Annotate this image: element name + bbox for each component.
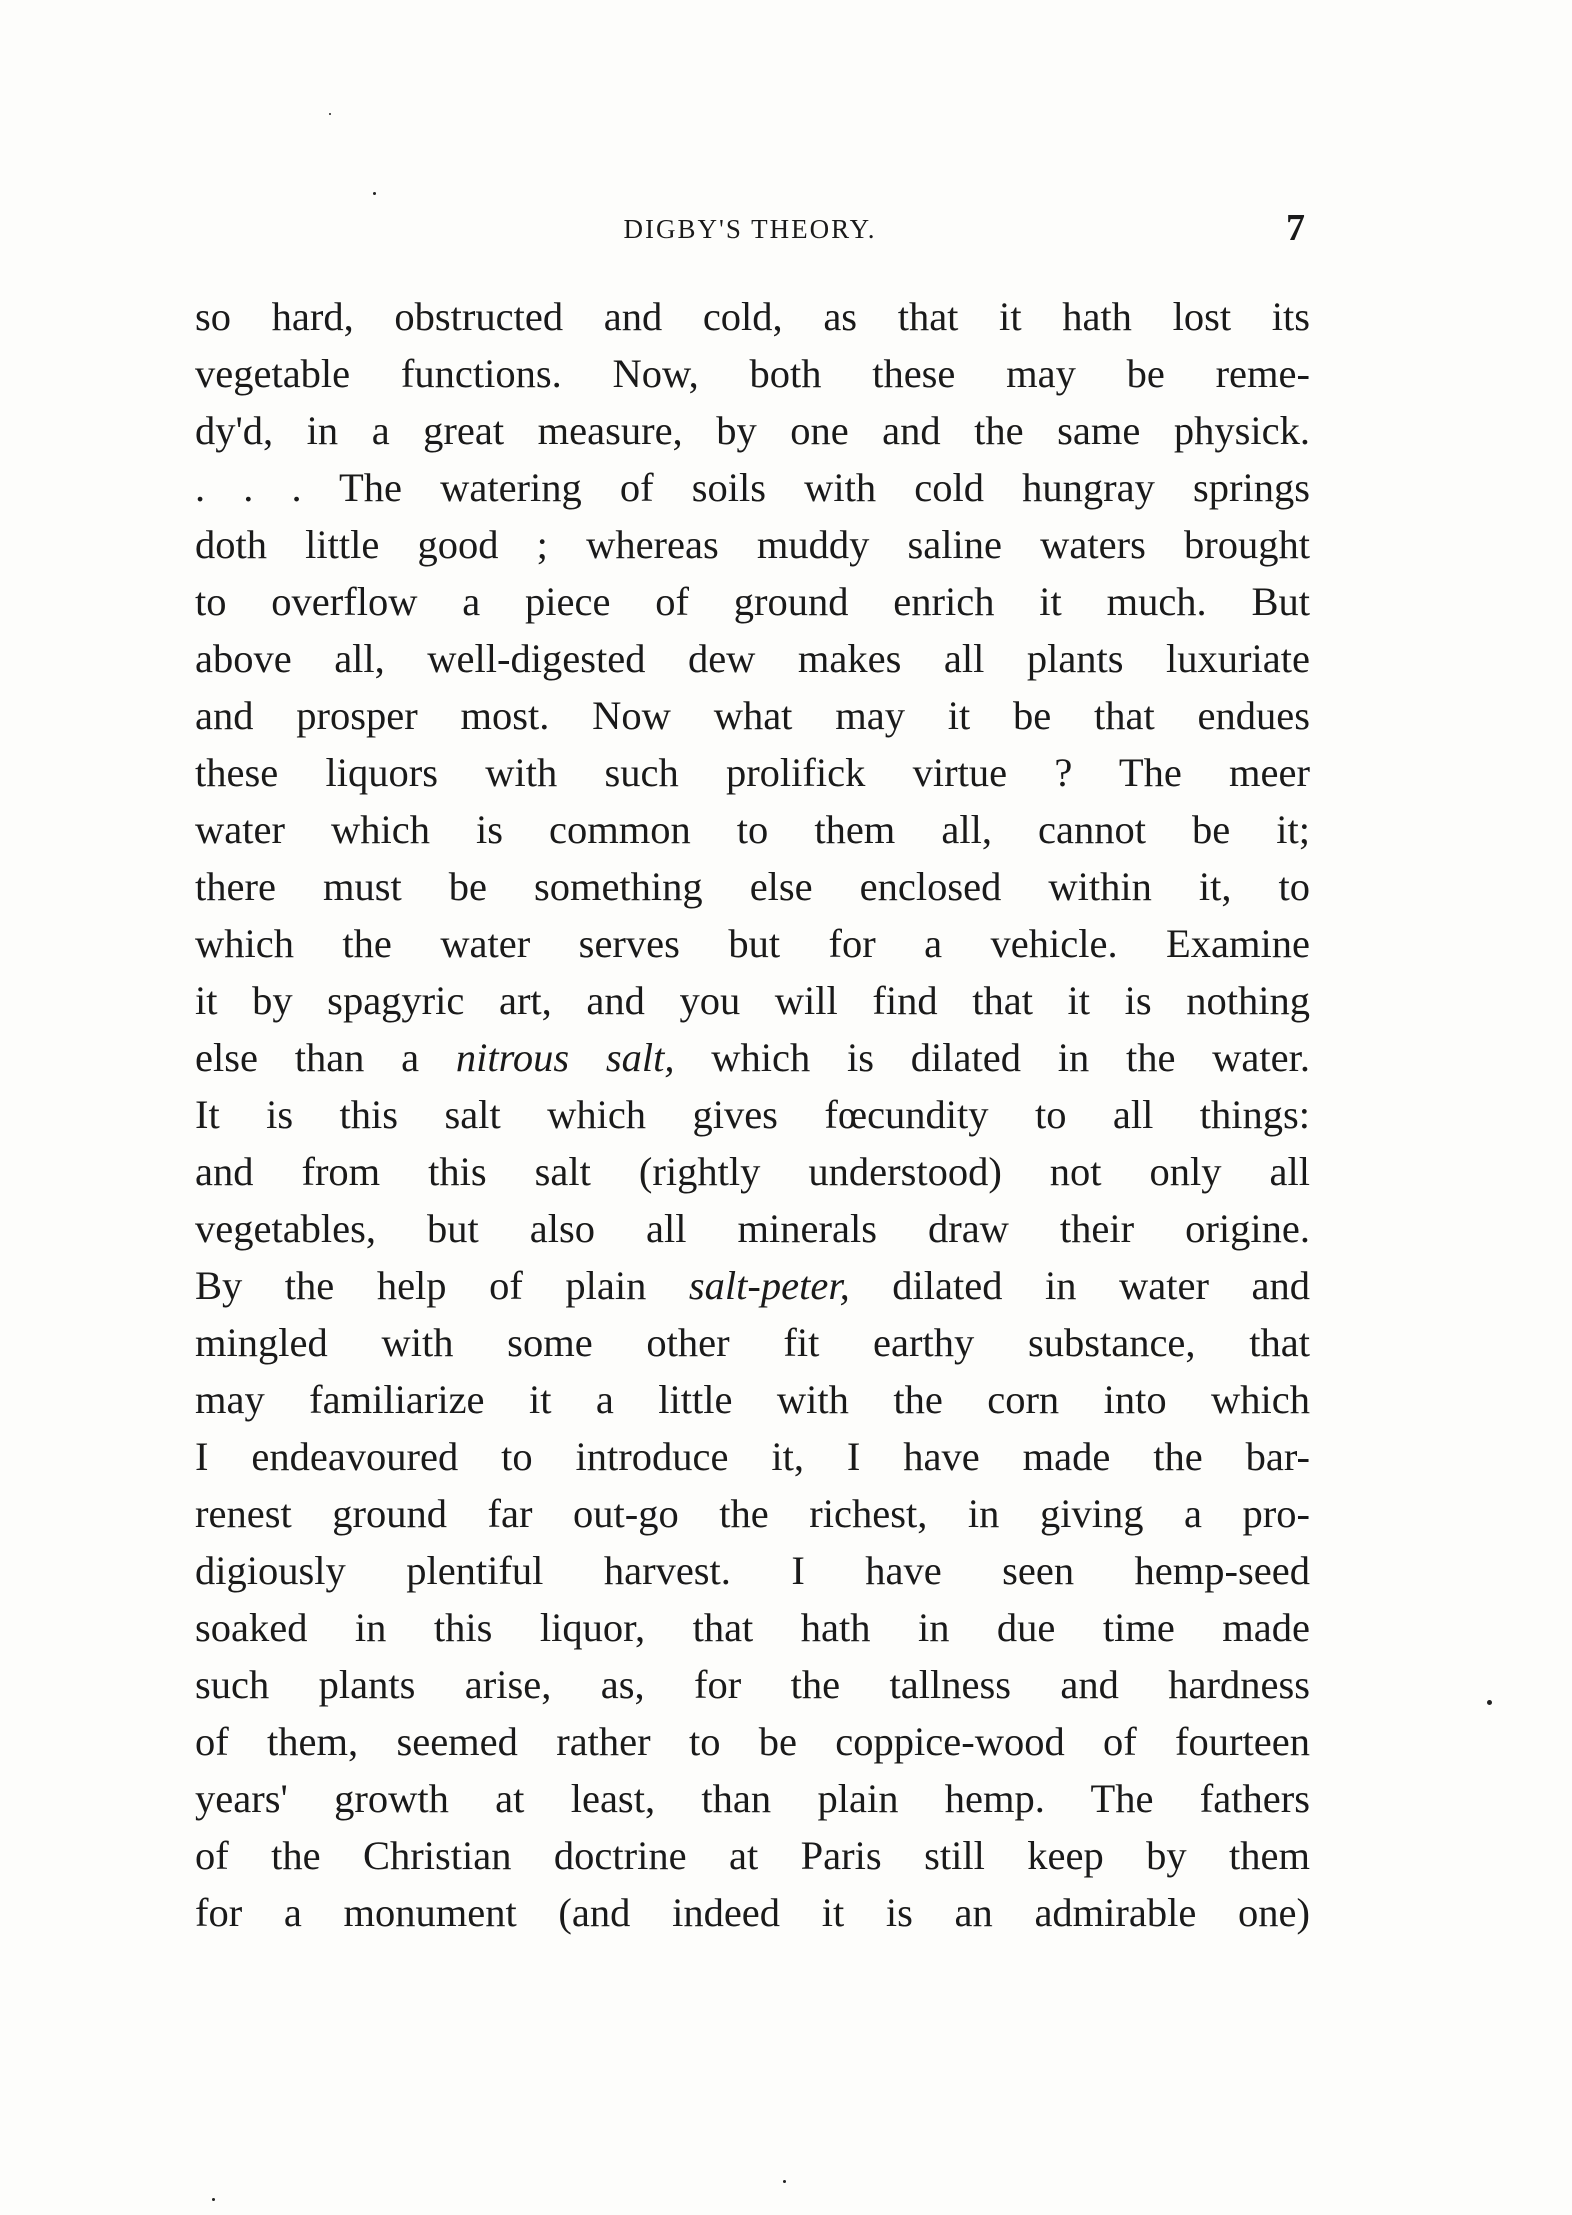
text-span: these liquors with such prolifick virtue ? The meer xyxy=(195,750,1310,795)
italic-span: nitrous salt, xyxy=(455,1035,675,1080)
scan-speck xyxy=(212,2198,215,2201)
text-span: It is this salt which gives fœcundity to all things: xyxy=(195,1092,1310,1137)
scan-speck xyxy=(373,192,376,195)
text-span: of the Christian doctrine at Paris still keep by them xyxy=(195,1833,1310,1878)
text-span: soaked in this liquor, that hath in due time made xyxy=(195,1605,1310,1650)
text-span: renest ground far out-go the richest, in giving a pro- xyxy=(195,1491,1310,1536)
scan-speck xyxy=(1487,1700,1492,1705)
text-span: may familiarize it a little with the corn into which xyxy=(195,1377,1310,1422)
text-span: such plants arise, as, for the tallness and hardness xyxy=(195,1662,1310,1707)
text-span: dilated in water and xyxy=(849,1263,1310,1308)
text-span: above all, well-digested dew makes all plants luxuriate xyxy=(195,636,1310,681)
scan-speck xyxy=(329,113,331,115)
text-line xyxy=(195,1257,1310,1314)
text-line xyxy=(195,1200,1310,1257)
text-span: dy'd, in a great measure, by one and the same physick. xyxy=(195,408,1310,453)
text-line xyxy=(195,1827,1310,1884)
text-line xyxy=(195,1884,1310,1941)
text-span: By the help of plain xyxy=(195,1263,689,1308)
text-span: vegetables, but also all minerals draw their origine. xyxy=(195,1206,1310,1251)
text-line xyxy=(195,801,1310,858)
text-line xyxy=(195,1599,1310,1656)
text-span: of them, seemed rather to be coppice-wood of fourteen xyxy=(195,1719,1310,1764)
text-line xyxy=(195,915,1310,972)
text-line xyxy=(195,630,1310,687)
text-span: which is dilated in the water. xyxy=(674,1035,1310,1080)
text-line xyxy=(195,1086,1310,1143)
text-line xyxy=(195,345,1310,402)
text-span: water which is common to them all, cannot be it; xyxy=(195,807,1310,852)
text-line xyxy=(195,402,1310,459)
text-line xyxy=(195,858,1310,915)
text-line xyxy=(195,1770,1310,1827)
text-span: it by spagyric art, and you will find that it is nothing xyxy=(195,978,1310,1023)
text-line xyxy=(195,1485,1310,1542)
text-line xyxy=(195,687,1310,744)
text-span: years' growth at least, than plain hemp. The fathers xyxy=(195,1776,1310,1821)
text-line xyxy=(195,1314,1310,1371)
text-line xyxy=(195,1371,1310,1428)
text-span: for a monument (and indeed it is an admirable one) xyxy=(195,1890,1310,1935)
page-number: 7 xyxy=(1286,207,1305,249)
running-title: DIGBY'S THEORY. xyxy=(623,214,877,244)
text-line xyxy=(195,459,1310,516)
text-span: to overflow a piece of ground enrich it much. But xyxy=(195,579,1310,624)
text-line xyxy=(195,1713,1310,1770)
text-span: there must be something else enclosed within it, to xyxy=(195,864,1310,909)
text-span: . . . The watering of soils with cold hungray springs xyxy=(195,465,1310,510)
text-line xyxy=(195,516,1310,573)
text-span: which the water serves but for a vehicle. Examine xyxy=(195,921,1310,966)
body-text xyxy=(195,288,1310,1941)
text-span: so hard, obstructed and cold, as that it hath lost its xyxy=(195,294,1310,339)
text-line xyxy=(195,1542,1310,1599)
text-span: and prosper most. Now what may it be that endues xyxy=(195,693,1310,738)
text-span: I endeavoured to introduce it, I have made the bar- xyxy=(195,1434,1310,1479)
text-line xyxy=(195,288,1310,345)
text-line xyxy=(195,1656,1310,1713)
text-line xyxy=(195,744,1310,801)
text-span: else than a xyxy=(195,1035,456,1080)
italic-span: salt-peter, xyxy=(688,1263,850,1308)
text-line xyxy=(195,1428,1310,1485)
text-span: digiously plentiful harvest. I have seen hemp-seed xyxy=(195,1548,1310,1593)
text-span: doth little good ; whereas muddy saline waters brought xyxy=(195,522,1310,567)
text-line xyxy=(195,573,1310,630)
text-span: mingled with some other fit earthy substance, that xyxy=(195,1320,1310,1365)
text-line xyxy=(195,1143,1310,1200)
text-line xyxy=(195,972,1310,1029)
text-span: vegetable functions. Now, both these may be reme- xyxy=(195,351,1310,396)
text-line xyxy=(195,1029,1310,1086)
text-span: and from this salt (rightly understood) not only all xyxy=(195,1149,1310,1194)
page-header xyxy=(195,200,1305,260)
scan-speck xyxy=(783,2180,786,2183)
